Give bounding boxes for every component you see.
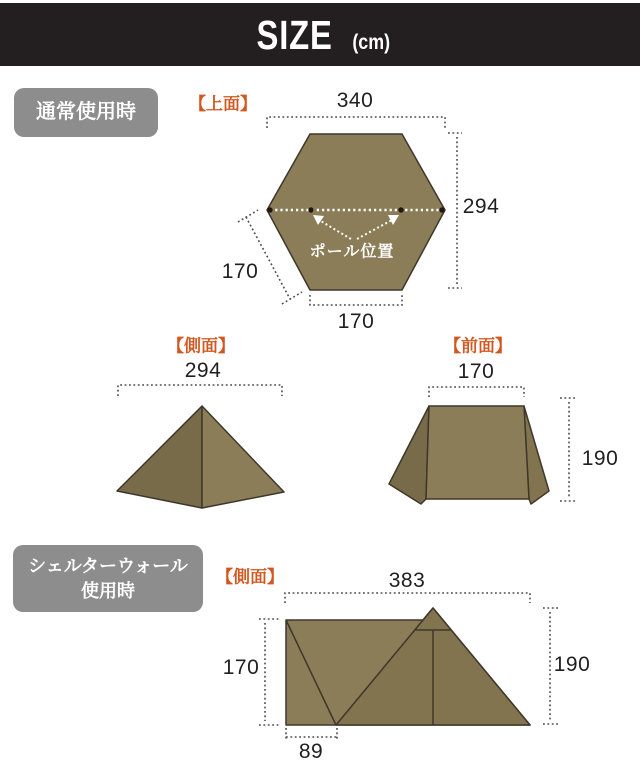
dim-line-front-height — [560, 398, 577, 501]
dim-line-top-bottom — [310, 295, 402, 305]
tent-side-view-left-face — [117, 406, 202, 508]
badge-shelter-wall-line1: シェルターウォール — [28, 556, 188, 577]
side-view-diagram — [117, 385, 284, 508]
shelter-side-view-diagram — [259, 593, 558, 741]
tent-front-view-left-wing — [389, 406, 429, 504]
dim-line-top-width — [267, 117, 445, 128]
tent-top-view-shape — [267, 134, 445, 290]
badge-normal-use-label: 通常使用時 — [36, 101, 136, 123]
pole-dot — [308, 207, 313, 212]
front-view-diagram — [389, 387, 577, 504]
pole-position-label: ポール位置 — [309, 243, 395, 261]
dim-top-bottom-value: 170 — [337, 310, 375, 333]
view-title-front: 【前面】 — [444, 336, 512, 356]
top-view-diagram — [238, 117, 462, 305]
dim-line-shelter-width — [285, 593, 530, 603]
dim-top-side-value: 170 — [221, 260, 259, 283]
page-title: SIZE — [256, 12, 333, 58]
badge-normal-use — [14, 88, 158, 137]
badge-shelter-wall-use — [13, 545, 203, 612]
dim-top-width-value: 340 — [336, 89, 374, 112]
pole-dot — [439, 207, 444, 212]
page-title-unit: (cm) — [352, 31, 390, 54]
dim-top-depth-value: 294 — [462, 195, 500, 218]
view-title-shelter-side: 【側面】 — [216, 567, 284, 587]
pole-dot — [267, 207, 272, 212]
view-title-top: 【上面】 — [189, 94, 257, 114]
tent-side-view-right-face — [202, 406, 284, 508]
dim-front-width-value: 170 — [457, 360, 495, 383]
dim-front-height-value: 190 — [581, 447, 619, 470]
dim-shelter-left-height-value: 170 — [222, 656, 260, 679]
pole-dot — [398, 207, 403, 212]
badge-shelter-wall-line2: 使用時 — [81, 580, 135, 601]
dim-line-top-depth — [448, 133, 462, 288]
dim-side-width-value: 294 — [184, 359, 222, 382]
tent-front-view-body — [426, 406, 529, 499]
dim-shelter-width-value: 383 — [388, 569, 426, 592]
dim-line-shelter-left-height — [259, 619, 279, 725]
dim-line-front-width — [429, 387, 524, 397]
dim-line-side-width — [118, 385, 282, 396]
view-title-side: 【側面】 — [167, 336, 235, 356]
dim-shelter-bottom-left-value: 89 — [298, 740, 324, 763]
dim-shelter-right-height-value: 190 — [553, 653, 591, 676]
